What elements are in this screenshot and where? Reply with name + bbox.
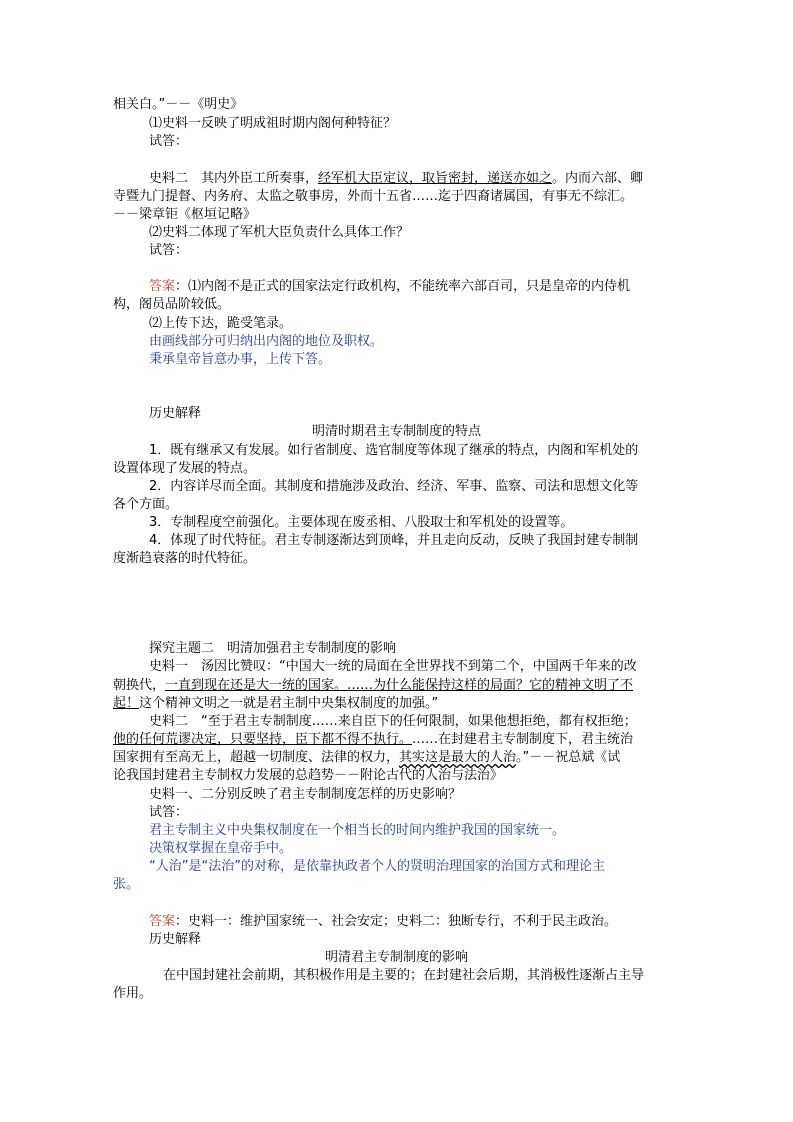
hint-line: 由画线部分可归纳出内阁的地位及职权。	[149, 334, 384, 349]
text-line: 史料一 汤因比赞叹：“中国大一统的局面在全世界找不到第二个，中国两千年来的改	[149, 659, 637, 674]
question-1: ⑴史料一反映了明成祖时期内阁何种特征？	[149, 116, 397, 131]
try-answer-label: 试答：	[149, 805, 189, 820]
text-span: 国家拥有至高无上，超越一切制度、法律的权力，	[113, 750, 400, 765]
text-line: 论我国封建君主专制权力发展的总趋势－－附论古代的人治与法治》	[113, 768, 504, 783]
hint-line: 君主专制主义中央集权制度在一个相当长的时间内维护我国的国家统一。	[149, 823, 566, 838]
answer-line	[149, 277, 630, 297]
list-item: 4．体现了时代特征。君主专制逐渐达到顶峰，并且走向反动，反映了我国封建专制制	[149, 533, 639, 548]
text-span: 。内而六部、卿	[552, 171, 644, 186]
question: 史料一、二分别反映了君主专制制度怎样的历史影响？	[149, 787, 462, 802]
text-line: 度渐趋衰落的时代特征。	[113, 551, 257, 566]
hint-line: 决策权掌握在皇帝手中。	[149, 841, 293, 856]
hint-line: “人治”是“法治”的对称，是依靠执政者个人的贤明治理国家的治国方式和理论主	[149, 859, 605, 874]
text-line	[113, 676, 633, 696]
try-answer-label: 试答：	[149, 243, 189, 258]
text-line	[113, 730, 633, 750]
list-item: 2．内容详尽而全面。其制度和措施涉及政治、经济、军事、监察、司法和思想文化等	[149, 479, 639, 494]
underlined-text: 起！	[113, 696, 140, 711]
hint-line: 秉承皇帝旨意办事，上传下答。	[149, 352, 332, 367]
text-line	[113, 748, 620, 768]
text-line	[113, 694, 438, 714]
text-span: 史料二 其内外臣工所奏事，	[149, 171, 319, 186]
text-line: 在中国封建社会前期，其积极作用是主要的；在封建社会后期，其消极性逐渐占主导	[163, 968, 645, 983]
text-span: ……在封建君主专制制度下，君主统治	[412, 732, 634, 747]
text-span: 这个精神文明之一就是君主制中央集权制度的加强。”	[139, 696, 439, 711]
text-span: ：史料一：维护国家统一、社会安定；史料二：独断专行，不利于民主政治。	[175, 914, 618, 929]
wavy-underlined-text: 其实这是最大的人治	[399, 750, 517, 765]
text-line: 作用。	[113, 986, 153, 1001]
hint-line: 张。	[113, 877, 140, 892]
text-span: ：⑴内阁不是正式的国家法定行政机构，不能统率六部百司，只是皇帝的内侍机	[175, 279, 631, 294]
section-title: 明清君主专制制度的影响	[324, 950, 468, 965]
list-item: 3．专制程度空前强化。主要体现在废丞相、八股取士和军机处的设置等。	[149, 515, 574, 530]
try-answer-label: 试答：	[149, 134, 189, 149]
text-span: 。”－－祝总斌《试	[516, 750, 621, 765]
underlined-text: 一直到现在还是大一统的国家。……为什么能保持这样的局面？它的精神文明了不	[165, 678, 634, 693]
text-line: 设置体现了发展的特点。	[113, 461, 257, 476]
section-heading: 历史解释	[149, 932, 202, 947]
text-line: 各个方面。	[113, 497, 179, 512]
text-line: 相关白。”－－《明史》	[113, 97, 244, 112]
text-line: －－梁章钜《枢垣记略》	[113, 207, 257, 222]
question-2: ⑵史料二体现了军机大臣负责什么具体工作？	[149, 225, 410, 240]
underlined-text: 经军机大臣定议，取旨密封，递送亦如之	[318, 171, 553, 186]
text-line: 构，阁员品阶较低。	[113, 297, 231, 312]
text-line: ⑵上传下达，跪受笔录。	[149, 316, 293, 331]
topic-heading: 探究主题二 明清加强君主专制制度的影响	[149, 641, 397, 656]
underlined-text: 他的任何荒谬决定，只要坚持，臣下都不得不执行。	[113, 732, 413, 747]
section-heading: 历史解释	[149, 406, 202, 421]
list-item: 1．既有继承又有发展。如行省制度、选官制度等体现了继承的特点，内阁和军机处的	[149, 443, 639, 458]
answer-line	[149, 912, 617, 932]
text-line: 史料二 “至于君主专制制度……来自臣下的任何限制，如果他想拒绝，都有权拒绝；	[149, 714, 637, 729]
source-2-line	[149, 169, 643, 189]
text-span: 朝换代，	[113, 678, 166, 693]
section-title: 明清时期君主专制制度的特点	[311, 424, 481, 439]
answer-label: 答案	[149, 914, 176, 929]
text-line: 寺暨九门提督、内务府、太监之敬事房，外而十五省……迄于四裔诸属国，有事无不综汇。	[113, 189, 634, 204]
answer-label: 答案	[149, 279, 176, 294]
